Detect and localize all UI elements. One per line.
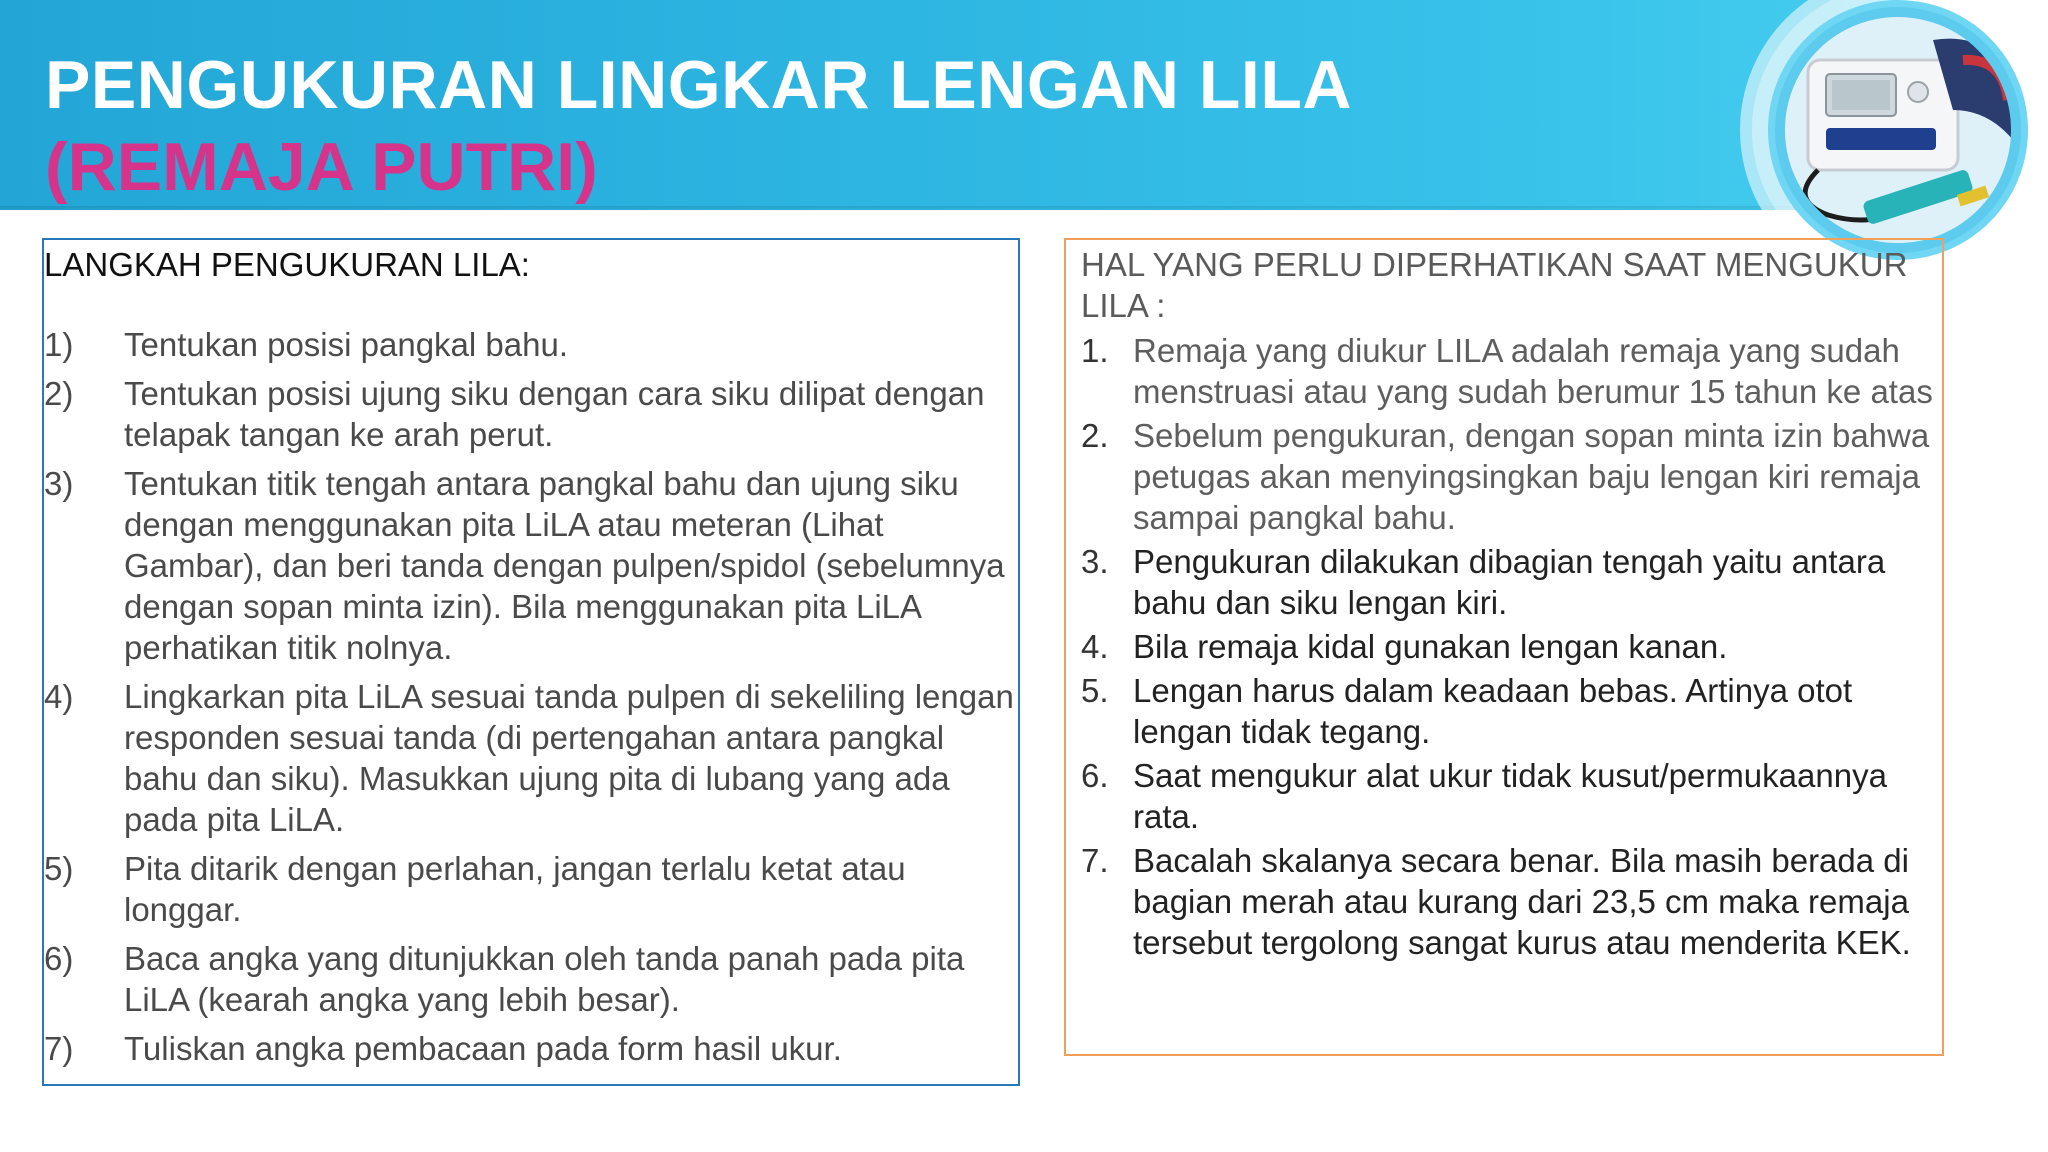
item-text: Lengan harus dalam keadaan bebas. Artinya otot lengan tidak tegang.: [1133, 672, 1853, 750]
item-text: Pengukuran dilakukan dibagian tengah yaitu antara bahu dan siku lengan kiri.: [1133, 543, 1886, 621]
item-text: Bila remaja kidal gunakan lengan kanan.: [1133, 628, 1728, 665]
item-text: Remaja yang diukur LILA adalah remaja yang sudah menstruasi atau yang sudah berumur 15 tahun ke atas: [1133, 332, 1933, 410]
steps-heading: LANGKAH PENGUKURAN LILA:: [44, 246, 530, 283]
item-text: Lingkarkan pita LiLA sesuai tanda pulpen di sekeliling lengan responden sesuai tanda (di pertengahan antara pangkal bahu dan siku). Masukkan ujung pita di lubang yang ada pada pita LiLA.: [124, 678, 1014, 838]
list-item: [44, 938, 1014, 1020]
list-item: [1081, 670, 1941, 752]
item-number: 7): [44, 1030, 74, 1067]
item-number: 3): [44, 465, 74, 502]
item-text: Saat mengukur alat ukur tidak kusut/permukaannya rata.: [1133, 757, 1887, 835]
item-text: Tentukan posisi pangkal bahu.: [124, 326, 568, 363]
item-text: Tentukan posisi ujung siku dengan cara siku dilipat dengan telapak tangan ke arah perut.: [124, 375, 985, 453]
item-number: 4.: [1081, 628, 1109, 665]
item-number: 6): [44, 940, 74, 977]
considerations-box: [1064, 238, 1944, 1056]
item-number: 5.: [1081, 672, 1109, 709]
item-number: 7.: [1081, 842, 1109, 879]
item-text: Pita ditarik dengan perlahan, jangan terlalu ketat atau longgar.: [124, 850, 906, 928]
list-item: [44, 463, 1014, 668]
header-banner-shadow: [0, 206, 1900, 212]
blood-pressure-monitor-icon: [1768, 0, 2028, 260]
steps-list: [44, 324, 1014, 1077]
item-text: Bacalah skalanya secara benar. Bila masih berada di bagian merah atau kurang dari 23,5 cm maka remaja tersebut tergolong sangat kurus atau menderita KEK.: [1133, 842, 1911, 961]
item-number: 6.: [1081, 757, 1109, 794]
list-item: [1081, 626, 1941, 667]
considerations-list: [1081, 330, 1941, 966]
list-item: [1081, 330, 1941, 412]
list-item: [1081, 541, 1941, 623]
list-item: [1081, 415, 1941, 538]
item-number: 2): [44, 375, 74, 412]
page-subtitle: (REMAJA PUTRI): [45, 129, 598, 205]
item-number: 4): [44, 678, 74, 715]
item-number: 5): [44, 850, 74, 887]
list-item: [44, 848, 1014, 930]
item-text: Baca angka yang ditunjukkan oleh tanda panah pada pita LiLA (kearah angka yang lebih besar).: [124, 940, 965, 1018]
item-text: Tuliskan angka pembacaan pada form hasil ukur.: [124, 1030, 842, 1067]
list-item: [1081, 755, 1941, 837]
list-item: [44, 1028, 1014, 1069]
considerations-heading: HAL YANG PERLU DIPERHATIKAN SAAT MENGUKUR LILA :: [1081, 246, 1908, 324]
list-item: [44, 676, 1014, 840]
item-number: 3.: [1081, 543, 1109, 580]
list-item: [44, 373, 1014, 455]
item-text: Tentukan titik tengah antara pangkal bahu dan ujung siku dengan menggunakan pita LiLA atau meteran (Lihat Gambar), dan beri tanda dengan pulpen/spidol (sebelumnya dengan sopan minta izin). Bila menggunakan pita LiLA perhatikan titik nolnya.: [124, 465, 1005, 666]
item-number: 1): [44, 326, 74, 363]
item-number: 1.: [1081, 332, 1109, 369]
list-item: [1081, 840, 1941, 963]
page-title: PENGUKURAN LINGKAR LENGAN LILA: [45, 47, 1352, 123]
item-number: 2.: [1081, 417, 1109, 454]
list-item: [44, 324, 1014, 365]
measurement-steps-box: [42, 238, 1020, 1086]
item-text: Sebelum pengukuran, dengan sopan minta izin bahwa petugas akan menyingsingkan baju lengan kiri remaja sampai pangkal bahu.: [1133, 417, 1930, 536]
